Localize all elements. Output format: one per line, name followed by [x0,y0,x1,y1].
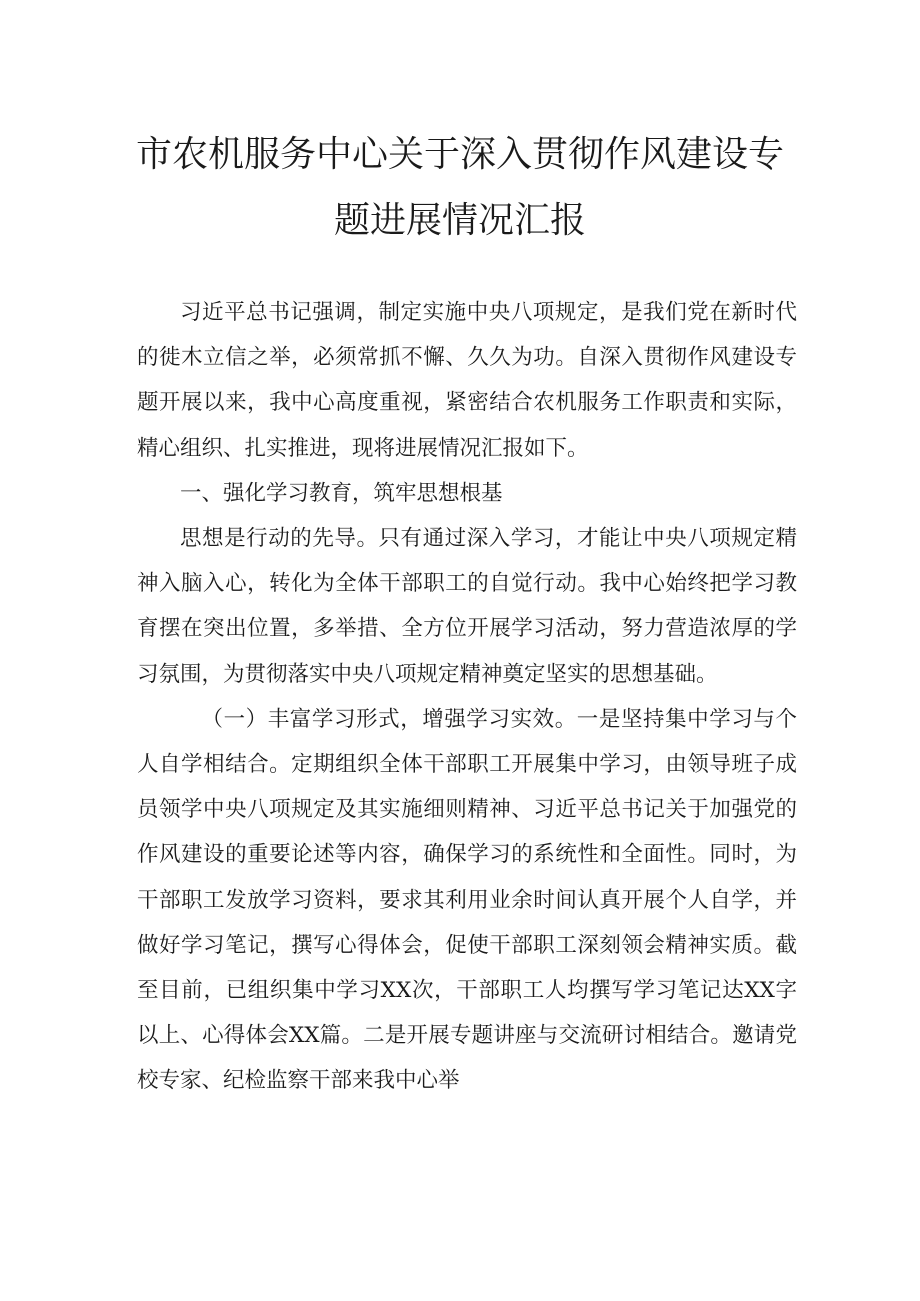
section-1-heading: 一、强化学习教育，筑牢思想根基 [180,480,503,506]
section-1-paragraph: 思想是行动的先导。只有通过深入学习，才能让中央八项规定精神入脑入心，转化为全体干部职工的自觉行动。我中心始终把学习教育摆在突出位置，多举措、全方位开展学习活动，努力营造浓厚的学习氛围，为贯彻落实中央八项规定精神奠定坚实的思想基础。 [137,526,797,687]
document-title [120,122,800,254]
subsection-1-paragraph: （一）丰富学习形式，增强学习实效。一是坚持集中学习与个人自学相结合。定期组织全体干部职工开展集中学习，由领导班子成员领学中央八项规定及其实施细则精神、习近平总书记关于加强党的作风建设的重要论述等内容，确保学习的系统性和全面性。同时，为干部职工发放学习资料，要求其利用业余时间认真开展个人自学，并做好学习笔记，撰写心得体会，促使干部职工深刻领会精神实质。截至目前，已组织集中学习XX次，干部职工人均撰写学习笔记达XX字以上、心得体会XX篇。二是开展专题讲座与交流研讨相结合。邀请党校专家、纪检监察干部来我中心举 [137,706,797,1094]
title-line-1: 市农机服务中心关于深入贯彻作风建设专 [135,134,784,175]
title-line-2: 题进展情况汇报 [333,200,586,241]
intro-paragraph: 习近平总书记强调，制定实施中央八项规定，是我们党在新时代的徙木立信之举，必须常抓不懈、久久为功。自深入贯彻作风建设专题开展以来，我中心高度重视，紧密结合农机服务工作职责和实际，精心组织、扎实推进，现将进展情况汇报如下。 [137,300,797,461]
document-body [137,290,797,1104]
